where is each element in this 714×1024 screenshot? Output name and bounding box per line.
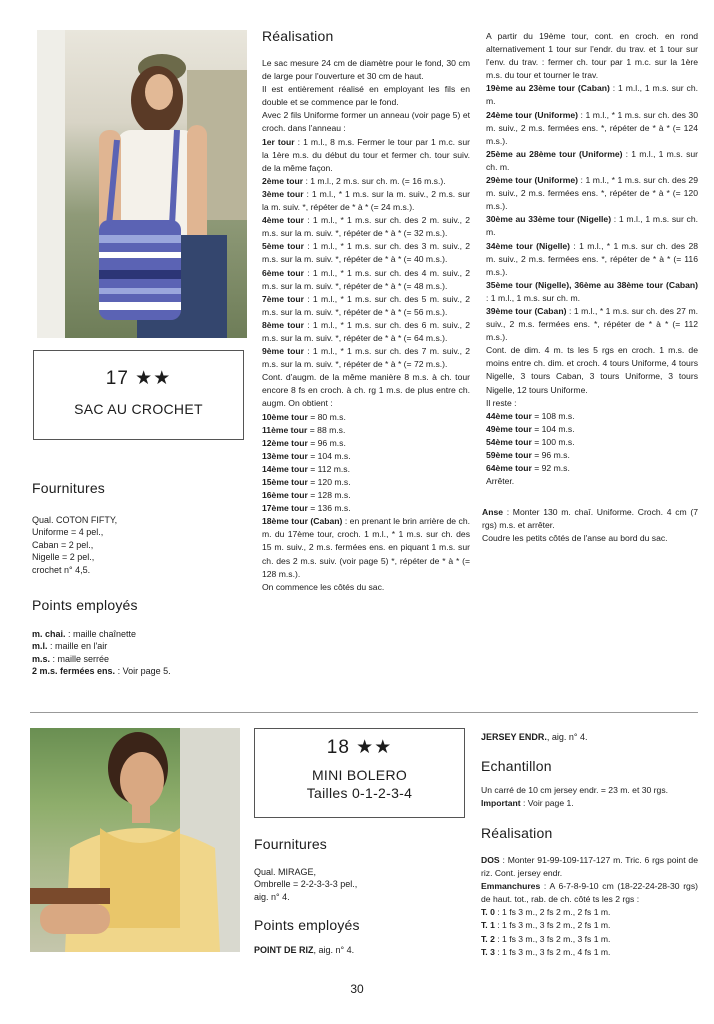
points-heading: Points employés	[32, 597, 138, 613]
point-def: : maille serrée	[50, 653, 110, 664]
pattern-18-title-box	[254, 728, 465, 818]
paragraph-text: Le sac mesure 24 cm de diamètre pour le fond, 30 cm de large pour l'ouverture et 30 cm de haut.	[262, 58, 470, 82]
pattern-17-number: 17 ★★	[105, 368, 172, 389]
text-paragraph	[262, 581, 470, 594]
bold-term: 8ème tour	[262, 319, 304, 330]
paragraph-text: : 1 m.l., 8 m.s. Fermer le tour par 1 m.c. sur la 1ère m.s. du début du tour et fermer ch. tour suiv. de la même façon.	[262, 136, 470, 173]
bold-term: DOS	[481, 855, 500, 865]
points-list	[32, 628, 247, 678]
fournitures-18-heading: Fournitures	[254, 836, 328, 852]
striped-bag	[99, 220, 181, 320]
pattern-17-title: SAC AU CROCHET	[74, 401, 203, 417]
point-def: : maille chaînette	[65, 629, 137, 639]
paragraph-text: : 1 m.l., * 1 m.s. sur ch. des 29 m. suiv., 2 m.s. fermées ens. *, répéter de * à * (= 120 m.s.).	[486, 175, 698, 212]
bold-term: 1er tour	[262, 136, 295, 147]
paragraph-text: : 1 m.l., * 1 m.s. sur ch. des 7 m. suiv., 2 m.s. sur la m. suiv. *, répéter de * à * (= 72 m.s.).	[262, 346, 471, 370]
paragraph-text: : 1 m.l., * 1 m.s. sur ch. des 2 m. suiv., 2 m.s. sur la m. suiv. *, répéter de * à * (= 32 m.s.).	[262, 215, 471, 239]
paragraph-text: : 1 m.l., * 1 m.s. sur ch. des 30 m. suiv., 2 m.s. fermées ens. *, répéter de * à * (= 124 m.s.).	[486, 109, 698, 146]
fournitures-18-line: aig. n° 4.	[254, 891, 290, 902]
text-paragraph	[262, 188, 470, 214]
text-paragraph	[262, 463, 470, 476]
paragraph-text: : 1 m.l., * 1 m.s. sur ch. des 6 m. suiv., 2 m.s. sur la m. suiv. *, répéter de * à * (= 64 m.s.).	[262, 319, 471, 343]
text-paragraph	[481, 919, 698, 932]
text-paragraph	[486, 449, 698, 462]
paragraph-text: = 112 m.s.	[307, 463, 350, 474]
bold-term: 12ème tour	[262, 437, 308, 448]
bold-term: 9ème tour	[262, 346, 304, 357]
paragraph-text: : 1 fs 3 m., 3 fs 2 m., 2 fs 1 m.	[494, 920, 611, 931]
bold-term: 5ème tour	[262, 241, 304, 252]
anse-paragraph	[482, 506, 698, 545]
point-de-riz-def: , aig. n° 4.	[313, 945, 355, 955]
jersey-def: , aig. n° 4.	[546, 732, 588, 742]
fournitures-line: Uniforme = 4 pel.,	[32, 527, 104, 538]
text-paragraph	[262, 83, 470, 109]
paragraph-text: : 1 m.l., 2 m.s. sur ch. m. (= 16 m.s.).	[303, 175, 446, 186]
text-paragraph	[486, 30, 698, 82]
paragraph-text: : 1 m.l., * 1 m.s. sur ch. des 4 m. suiv., 2 m.s. sur la m. suiv. *, répéter de * à * (= 48 m.s.).	[262, 267, 471, 291]
text-paragraph	[482, 532, 698, 545]
text-paragraph	[262, 57, 470, 83]
bold-term: 3ème tour	[262, 188, 304, 199]
bold-term: 34ème tour (Nigelle)	[486, 240, 571, 251]
paragraph-text: : 1 m.l., 1 m.s. sur ch. m.	[486, 148, 699, 172]
text-paragraph	[486, 148, 698, 174]
paragraph-text: Il reste :	[486, 397, 517, 408]
fournitures-18-line: Qual. MIRAGE,	[254, 867, 317, 877]
paragraph-text: : en prenant le brin arrière de ch. m. du 17ème tour, croch. 1 m.l., * 1 m.s. sur ch. des 15 m. suiv., 2 m.s. fermées ens. en piquant 1 m.s. sur ch. des 2 m.s. suiv. (voir page 5) *, répéter de * à * (= 128 m.s.).	[262, 516, 470, 579]
bold-term: T. 1	[481, 920, 495, 931]
text-paragraph	[481, 946, 698, 959]
point-term: m.l.	[32, 641, 48, 652]
paragraph-text: : 1 m.l., * 1 m.s. sur ch. des 28 m. suiv., 2 m.s. fermées ens. *, répéter de * à * (= 116 m.s.).	[486, 240, 698, 277]
bold-term: 2ème tour	[262, 175, 304, 186]
bold-term: T. 2	[481, 933, 495, 944]
text-paragraph	[262, 489, 470, 502]
point-term: m. chai.	[32, 629, 66, 639]
bolero-photo	[30, 728, 240, 952]
point-item	[32, 640, 247, 652]
text-paragraph	[486, 462, 698, 475]
point-item	[32, 665, 247, 677]
bold-term: 54ème tour	[486, 436, 532, 447]
text-paragraph	[262, 293, 470, 319]
text-paragraph	[486, 279, 698, 305]
realisation-column-1	[262, 57, 470, 594]
paragraph-text: = 96 m.s.	[307, 437, 346, 448]
text-paragraph	[262, 502, 470, 515]
text-paragraph	[262, 371, 470, 410]
paragraph-text: : Voir page 1.	[520, 798, 574, 809]
paragraph-text: = 96 m.s.	[531, 450, 570, 460]
paragraph-text: : 1 m.l., * 1 m.s. sur la m. suiv., 2 m.s. sur la m. suiv. *, répéter de * à * (= 24 m.s.).	[262, 188, 470, 213]
bold-term: 25ème au 28ème tour (Uniforme)	[486, 148, 623, 159]
text-paragraph	[262, 424, 470, 437]
text-paragraph	[486, 344, 698, 396]
point-de-riz-line	[254, 944, 464, 956]
paragraph-text: Cont. de dim. 4 m. ts les 5 rgs en croch. 1 m.s. de moins entre ch. dim. et croch. 4 tours Uniforme, 4 tours Nigelle, 3 tours Caban, 3 tours Uniforme, 3 tours Nigelle, 12 tours Uniforme.	[486, 345, 698, 395]
text-paragraph	[486, 240, 698, 279]
text-paragraph	[481, 880, 698, 906]
echantillon-paragraph	[481, 784, 698, 810]
bold-term: 4ème tour	[262, 215, 304, 226]
text-paragraph	[262, 214, 470, 240]
point-item	[32, 653, 247, 665]
point-item	[32, 628, 247, 640]
bold-term: T. 0	[481, 907, 495, 918]
pattern-18-sizes: Tailles 0-1-2-3-4	[306, 785, 413, 801]
paragraph-text: = 136 m.s.	[307, 503, 351, 514]
paragraph-text: = 104 m.s.	[531, 423, 575, 434]
fournitures-heading: Fournitures	[32, 480, 106, 496]
text-paragraph	[486, 475, 698, 488]
text-paragraph	[262, 437, 470, 450]
paragraph-text: : 1 fs 3 m., 3 fs 2 m., 4 fs 1 m.	[494, 946, 611, 957]
fournitures-line: Caban = 2 pel.,	[32, 539, 94, 550]
text-paragraph	[262, 240, 470, 266]
paragraph-text: = 128 m.s.	[307, 490, 351, 501]
bag-photo-illustration	[37, 30, 247, 338]
paragraph-text: Arrêter.	[486, 476, 515, 487]
point-def: : maille en l'air	[47, 641, 108, 652]
text-paragraph	[262, 319, 470, 345]
section-divider	[30, 712, 698, 713]
text-paragraph	[486, 109, 698, 148]
bold-term: 7ème tour	[262, 293, 304, 304]
realisation-18-paragraph	[481, 854, 698, 959]
bold-term: 10ème tour	[262, 411, 308, 422]
bold-term: 64ème tour	[486, 463, 532, 474]
paragraph-text: : 1 m.l., * 1 m.s. sur ch. des 27 m. suiv., 2 m.s. fermées ens. *, répéter de * à * (= 112 m.s.).	[486, 305, 698, 343]
realisation-heading: Réalisation	[262, 28, 334, 44]
paragraph-text: = 120 m.s.	[307, 477, 351, 487]
text-paragraph	[262, 476, 470, 489]
text-paragraph	[486, 410, 698, 423]
bold-term: 14ème tour	[262, 463, 308, 474]
fournitures-line: Qual. COTON FIFTY,	[32, 515, 118, 525]
fournitures-18-line: Ombrelle = 2-2-3-3-3 pel.,	[254, 879, 358, 890]
paragraph-text: : Monter 130 m. chaî. Uniforme. Croch. 4 cm (7 rgs) m.s. et arrêter.	[482, 507, 698, 531]
paragraph-text: : A 6-7-8-9-10 cm (18-22-24-28-30 rgs) de haut. tot., rab. de ch. côté ts les 2 rgs :	[481, 881, 698, 905]
fournitures-list	[32, 514, 232, 576]
text-paragraph	[482, 506, 698, 532]
bolero-photo-illustration	[30, 728, 240, 952]
paragraph-text: : 1 m.l., 1 m.s. sur ch. m.	[486, 292, 581, 303]
bold-term: Anse	[482, 507, 504, 517]
paragraph-text: : 1 m.l., * 1 m.s. sur ch. des 3 m. suiv., 2 m.s. sur la m. suiv. *, répéter de * à * (= 40 m.s.).	[262, 241, 471, 265]
bold-term: 19ème au 23ème tour (Caban)	[486, 83, 610, 94]
point-term: 2 m.s. fermées ens.	[32, 666, 116, 677]
text-paragraph	[262, 515, 470, 580]
bold-term: 30ème au 33ème tour (Nigelle)	[486, 214, 612, 225]
pattern-18-number: 18 ★★	[326, 737, 393, 758]
paragraph-text: = 108 m.s.	[531, 410, 575, 421]
paragraph-text: : 1 m.l., 1 m.s. sur ch. m.	[486, 214, 698, 238]
realisation-18-heading: Réalisation	[481, 825, 553, 841]
bag-photo	[37, 30, 247, 338]
paragraph-text: : 1 m.l., * 1 m.s. sur ch. des 5 m. suiv., 2 m.s. sur la m. suiv. *, répéter de * à * (= 56 m.s.).	[262, 293, 471, 317]
paragraph-text: = 88 m.s.	[307, 424, 346, 435]
bold-term: 29ème tour (Uniforme)	[486, 175, 578, 186]
text-paragraph	[262, 411, 470, 424]
bold-term: T. 3	[481, 946, 495, 957]
text-paragraph	[262, 136, 470, 175]
paragraph-text: A partir du 19ème tour, cont. en croch. en rond alternativement 1 tour sur l'endr. du trav. et 1 tour sur l'env. du trav. : fermer ch. tour par 1 m.c. sur la 1ère m.s. du tour et tourner le trav.	[486, 31, 698, 81]
paragraph-text: = 80 m.s.	[307, 411, 346, 422]
pattern-18-title: MINI BOLERO	[311, 767, 408, 783]
point-term: m.s.	[32, 653, 51, 664]
bold-term: 49ème tour	[486, 423, 532, 434]
text-paragraph	[262, 109, 470, 135]
bold-term: 17ème tour	[262, 503, 308, 514]
text-paragraph	[486, 213, 698, 239]
realisation-column-2	[486, 30, 698, 488]
fournitures-18-list	[254, 866, 454, 903]
fournitures-line: crochet n° 4,5.	[32, 564, 91, 575]
bold-term: 35ème tour (Nigelle), 36ème au 38ème tour (Caban)	[486, 279, 698, 290]
bold-term: 16ème tour	[262, 490, 308, 501]
bold-term: 24ème tour (Uniforme)	[486, 109, 578, 120]
paragraph-text: = 92 m.s.	[531, 463, 570, 474]
paragraph-text: Avec 2 fils Uniforme former un anneau (voir page 5) et croch. dans l'anneau :	[262, 110, 470, 134]
paragraph-text: Un carré de 10 cm jersey endr. = 23 m. et 30 rgs.	[481, 785, 669, 795]
bold-term: 44ème tour	[486, 410, 532, 421]
jersey-line	[481, 731, 698, 743]
paragraph-text: On commence les côtés du sac.	[262, 581, 385, 592]
text-paragraph	[486, 436, 698, 449]
bold-term: 13ème tour	[262, 450, 308, 461]
point-def: : Voir page 5.	[115, 666, 171, 677]
page-number: 30	[350, 982, 364, 996]
text-paragraph	[486, 174, 698, 213]
jersey-term: JERSEY ENDR.	[481, 732, 547, 742]
text-paragraph	[481, 854, 698, 880]
text-paragraph	[486, 305, 698, 344]
paragraph-text: : 1 fs 3 m., 3 fs 2 m., 3 fs 1 m.	[494, 933, 611, 944]
paragraph-text: Cont. d'augm. de la même manière 8 m.s. à ch. tour encore 8 fs en croch. à ch. rg 1 m.s. de plus entre ch. augm. On obtient :	[262, 372, 470, 409]
point-de-riz-term: POINT DE RIZ	[254, 945, 314, 955]
bold-term: 11ème tour	[262, 424, 308, 435]
paragraph-text: = 100 m.s.	[531, 436, 575, 447]
bold-term: 59ème tour	[486, 450, 532, 460]
points-18-heading: Points employés	[254, 917, 360, 933]
text-paragraph	[481, 784, 698, 797]
text-paragraph	[481, 906, 698, 919]
pattern-17-title-box	[33, 350, 244, 440]
text-paragraph	[486, 397, 698, 410]
paragraph-text: Il est entièrement réalisé en employant les fils en double et se commence par le fond.	[262, 84, 470, 108]
text-paragraph	[486, 82, 698, 108]
text-paragraph	[481, 797, 698, 810]
paragraph-text: = 104 m.s.	[307, 450, 351, 461]
fournitures-line: Nigelle = 2 pel.,	[32, 552, 95, 563]
text-paragraph	[262, 345, 470, 371]
text-paragraph	[486, 423, 698, 436]
text-paragraph	[262, 175, 470, 188]
text-paragraph	[262, 450, 470, 463]
echantillon-heading: Echantillon	[481, 758, 552, 774]
bold-term: Emmanchures	[481, 881, 541, 892]
bold-term: 6ème tour	[262, 267, 304, 278]
paragraph-text: Coudre les petits côtés de l'anse au bord du sac.	[482, 533, 668, 544]
paragraph-text: : 1 m.l., 1 m.s. sur ch. m.	[486, 83, 698, 107]
bold-term: 39ème tour (Caban)	[486, 305, 567, 316]
bold-term: Important	[481, 798, 521, 809]
bold-term: 15ème tour	[262, 477, 308, 487]
paragraph-text: : 1 fs 3 m., 2 fs 2 m., 2 fs 1 m.	[494, 907, 611, 918]
paragraph-text: : Monter 91-99-109-117-127 m. Tric. 6 rgs point de riz. Cont. jersey endr.	[481, 855, 698, 879]
text-paragraph	[481, 933, 698, 946]
bold-term: 18ème tour (Caban)	[262, 516, 343, 527]
text-paragraph	[262, 267, 470, 293]
